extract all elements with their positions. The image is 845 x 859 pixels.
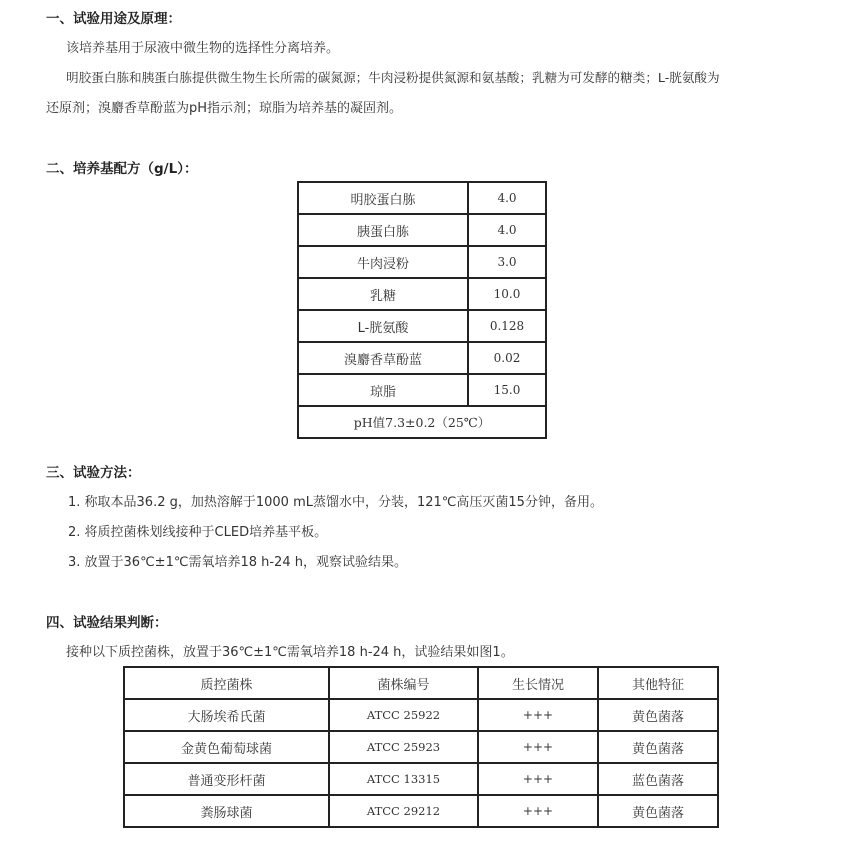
formula-amount: 0.128 (468, 310, 546, 342)
formula-amount: 4.0 (468, 182, 546, 214)
results-strain: 金黄色葡萄球菌 (124, 731, 329, 763)
method-step-3: 3. 放置于36℃±1℃需氧培养18 h-24 h，观察试验结果。 (68, 555, 407, 570)
formula-amount: 4.0 (468, 214, 546, 246)
results-code: ATCC 13315 (329, 763, 478, 795)
results-code: ATCC 25923 (329, 731, 478, 763)
method-step-2: 2. 将质控菌株划线接种于CLED培养基平板。 (68, 525, 328, 540)
results-growth: +++ (478, 795, 598, 827)
formula-row (298, 214, 546, 246)
section-1-paragraph-2b: 还原剂；溴麝香草酚蓝为pH指示剂；琼脂为培养基的凝固剂。 (46, 101, 403, 116)
results-strain: 普通变形杆菌 (124, 763, 329, 795)
formula-amount: 3.0 (468, 246, 546, 278)
formula-row (298, 246, 546, 278)
results-feature: 黄色菌落 (598, 731, 718, 763)
formula-ingredient: 溴麝香草酚蓝 (298, 342, 468, 374)
formula-ingredient: L-胱氨酸 (298, 310, 468, 342)
formula-row (298, 182, 546, 214)
formula-amount: 15.0 (468, 374, 546, 406)
formula-amount: 0.02 (468, 342, 546, 374)
results-growth: +++ (478, 731, 598, 763)
results-header-row (124, 667, 718, 699)
formula-ingredient: 明胶蛋白胨 (298, 182, 468, 214)
formula-ingredient: 胰蛋白胨 (298, 214, 468, 246)
results-growth: +++ (478, 763, 598, 795)
results-row (124, 731, 718, 763)
results-header-feature: 其他特征 (598, 667, 718, 699)
results-strain: 大肠埃希氏菌 (124, 699, 329, 731)
results-header-strain: 质控菌株 (124, 667, 329, 699)
formula-ingredient: 牛肉浸粉 (298, 246, 468, 278)
formula-row (298, 374, 546, 406)
formula-row (298, 278, 546, 310)
results-table (123, 666, 719, 828)
section-4-intro: 接种以下质控菌株，放置于36℃±1℃需氧培养18 h-24 h，试验结果如图1。 (66, 645, 514, 660)
section-1-heading: 一、试验用途及原理： (46, 11, 181, 27)
section-1-paragraph-1: 该培养基用于尿液中微生物的选择性分离培养。 (66, 41, 340, 56)
results-header-code: 菌株编号 (329, 667, 478, 699)
section-1-paragraph-2a: 明胶蛋白胨和胰蛋白胨提供微生物生长所需的碳氮源；牛肉浸粉提供氮源和氨基酸；乳糖为可发酵的糖类；L-胱氨酸为 (66, 70, 720, 85)
results-feature: 黄色菌落 (598, 795, 718, 827)
results-strain: 粪肠球菌 (124, 795, 329, 827)
formula-ph-row (298, 406, 546, 438)
results-growth: +++ (478, 699, 598, 731)
results-header-growth: 生长情况 (478, 667, 598, 699)
section-3-heading: 三、试验方法： (46, 465, 141, 481)
formula-table (297, 181, 547, 439)
results-feature: 黄色菌落 (598, 699, 718, 731)
formula-ingredient: 琼脂 (298, 374, 468, 406)
formula-ingredient: 乳糖 (298, 278, 468, 310)
results-code: ATCC 29212 (329, 795, 478, 827)
formula-amount: 10.0 (468, 278, 546, 310)
formula-ph: pH值7.3±0.2（25℃） (298, 406, 546, 438)
formula-row (298, 342, 546, 374)
results-code: ATCC 25922 (329, 699, 478, 731)
section-2-heading: 二、培养基配方（g/L）： (46, 161, 198, 177)
formula-row (298, 310, 546, 342)
results-row (124, 763, 718, 795)
results-row (124, 699, 718, 731)
method-step-1: 1. 称取本品36.2 g，加热溶解于1000 mL蒸馏水中，分装，121℃高压灭菌15分钟，备用。 (68, 495, 603, 510)
results-row (124, 795, 718, 827)
section-4-heading: 四、试验结果判断： (46, 615, 168, 631)
results-feature: 蓝色菌落 (598, 763, 718, 795)
